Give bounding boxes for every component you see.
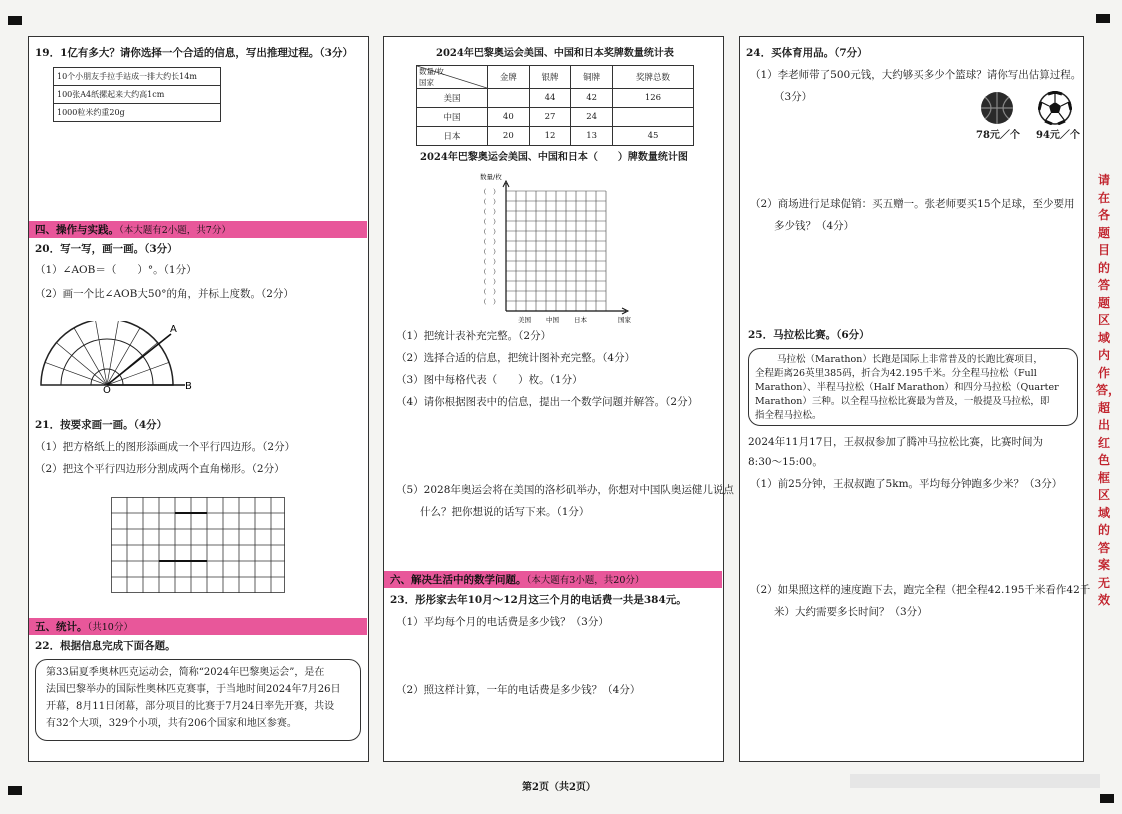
medal-table-title: 2024年巴黎奥运会美国、中国和日本奖牌数量统计表 [436,48,674,59]
table-row: 美国 44 42 126 [417,89,694,108]
registration-mark [1096,14,1110,23]
q24-part2-line2: 多少钱？（4分） [774,220,855,232]
marathon-line-4: Marathon）三种。以全程马拉松比赛最为普及，一般提及马拉松，即 [755,396,1050,407]
marathon-info-box [748,348,1078,426]
column-right [739,36,1091,762]
chart-x-label: 国家 [618,316,631,323]
q21-part2: （2）把这个平行四边形分割成两个直角梯形。（2分） [35,463,285,475]
q25-intro-line2: 8:30～15:00。 [748,456,823,468]
q25-part1: （1）前25分钟，王叔叔跑了5km。平均每分钟跑多少米？（3分） [750,478,1063,490]
registration-mark [8,786,22,795]
q20-title: 20．写一写，画一画。（3分） [35,243,178,255]
q19-info-table [53,67,221,122]
protractor-label-a: A [170,324,177,335]
scan-smudge [850,772,1100,790]
chart-y-tick-label: （ ） [480,278,500,286]
basketball-icon [980,91,1014,125]
q22-part5-line2: 什么？把你想说的话写下来。（1分） [420,506,590,518]
chart-y-tick-label: （ ） [480,198,500,206]
q19-title: 19．1亿有多大？请你选择一个合适的信息，写出推理过程。（3分） [35,47,353,59]
header-total: 奖牌总数 [612,66,693,89]
olympics-info-box [35,659,361,741]
medal-bar-chart [476,171,638,323]
chart-title: 2024年巴黎奥运会美国、中国和日本（ ）牌数量统计图 [420,152,688,163]
chart-category-label: 日本 [574,316,587,323]
section-5-header: 五、统计。（共10分） [29,618,367,635]
page-footer: 第2页（共2页） [522,782,596,793]
q25-part2-line2: 米）大约需要多长时间？（3分） [774,606,928,618]
marathon-line-2: 全程距离26英里385码，折合为42.195千米。分全程马拉松（Full [755,368,1037,379]
basketball-price: 78元／个 [976,130,1020,141]
chart-y-tick-label: （ ） [480,248,500,256]
protractor-figure [35,321,195,393]
side-warning: 请在各题目的答题区域内作答，超出红色框区域的答案无效 [1096,173,1121,607]
q22-part5-line1: （5）2028年奥运会将在美国的洛杉矶举办，你想对中国队奥运健儿说点 [396,484,734,496]
registration-mark [8,16,22,25]
q22-title: 22．根据信息完成下面各题。 [35,640,176,652]
registration-mark [1100,794,1114,803]
chart-category-label: 中国 [546,316,559,323]
q23-part2: （2）照这样计算，一年的电话费是多少钱？（4分） [396,684,641,696]
chart-y-tick-label: （ ） [480,298,500,306]
olympics-line-2: 法国巴黎举办的国际性奥林匹克赛事，于当地时间2024年7月26日 [46,684,341,695]
q20-part1: （1）∠AOB＝（ ）°。（1分） [35,264,197,276]
grid-paper [111,497,285,593]
marathon-line-3: Marathon）、半程马拉松（Half Marathon）和四分马拉松（Quarter [755,382,1059,393]
q19-info-1: 10个小朋友手拉手站成一排大约长14m [54,68,221,86]
q22-part1: （1）把统计表补充完整。（2分） [396,330,552,342]
olympics-line-3: 开幕，8月11日闭幕，部分项目的比赛于7月24日率先开赛，共设 [46,701,335,712]
protractor-label-o: O [103,385,111,393]
chart-y-tick-label: （ ） [480,238,500,246]
q25-intro-line1: 2024年11月17日，王叔叔参加了腾冲马拉松比赛，比赛时间为 [748,436,1043,448]
q24-part2-line1: （2）商场进行足球促销：买五赠一。张老师要买15个足球，至少要用 [750,198,1075,210]
q23-part1: （1）平均每个月的电话费是多少钱？（3分） [396,616,609,628]
q22-part4: （4）请你根据图表中的信息，提出一个数学问题并解答。（2分） [396,396,699,408]
q24-title: 24．买体育用品。（7分） [746,47,868,59]
medal-table [416,65,694,146]
chart-y-tick-label: （ ） [480,208,500,216]
marathon-line-1: 马拉松（Marathon）长跑是国际上非常普及的长跑比赛项目， [777,354,1043,365]
q23-title: 23．彤彤家去年10月～12月这三个月的电话费一共是384元。 [390,594,687,606]
chart-y-tick-label: （ ） [480,228,500,236]
q20-part2: （2）画一个比∠AOB大50°的角，并标上度数。（2分） [35,288,294,300]
header-gold: 金牌 [488,66,530,89]
football-price: 94元／个 [1036,130,1080,141]
q25-title: 25．马拉松比赛。（6分） [748,329,870,341]
protractor-label-b: B [185,381,192,392]
marathon-line-5: 指全程马拉松。 [755,410,822,421]
header-silver: 银牌 [529,66,571,89]
q25-part2-line1: （2）如果照这样的速度跑下去，跑完全程（把全程42.195千米看作42千 [750,584,1091,596]
q22-part2: （2）选择合适的信息，把统计图补充完整。（4分） [396,352,636,364]
section-4-header: 四、操作与实践。（本大题有2小题，共7分） [29,221,367,238]
chart-y-label: 数量/枚 [480,173,502,181]
chart-y-tick-label: （ ） [480,288,500,296]
column-middle [383,36,734,762]
header-bronze: 铜牌 [571,66,613,89]
chart-y-tick-label: （ ） [480,268,500,276]
chart-y-tick-label: （ ） [480,258,500,266]
table-row: 日本 20 12 13 45 [417,127,694,146]
football-icon [1038,91,1072,125]
column-left [28,36,369,762]
q21-part1: （1）把方格纸上的图形添画成一个平行四边形。（2分） [35,441,296,453]
q24-part1-line2: （3分） [774,91,813,103]
q19-info-2: 100张A4纸摞起来大约高1cm [54,86,221,104]
q19-info-3: 1000粒米约重20g [54,104,221,122]
chart-category-label: 美国 [518,316,531,323]
chart-y-tick-label: （ ） [480,188,500,196]
table-corner-cell: 数量/枚 国家 [417,66,488,89]
q21-title: 21．按要求画一画。（4分） [35,419,168,431]
olympics-line-1: 第33届夏季奥林匹克运动会，简称“2024年巴黎奥运会”，是在 [46,667,325,678]
q24-part1-line1: （1）李老师带了500元钱，大约够买多少个篮球？请你写出估算过程。 [750,69,1082,81]
table-row: 中国 40 27 24 [417,108,694,127]
section-6-header: 六、解决生活中的数学问题。（本大题有3小题，共20分） [384,571,722,588]
q22-part3: （3）图中每格代表（ ）枚。（1分） [396,374,583,386]
chart-y-tick-label: （ ） [480,218,500,226]
olympics-line-4: 有32个大项，329个小项，共有206个国家和地区参赛。 [46,718,297,729]
